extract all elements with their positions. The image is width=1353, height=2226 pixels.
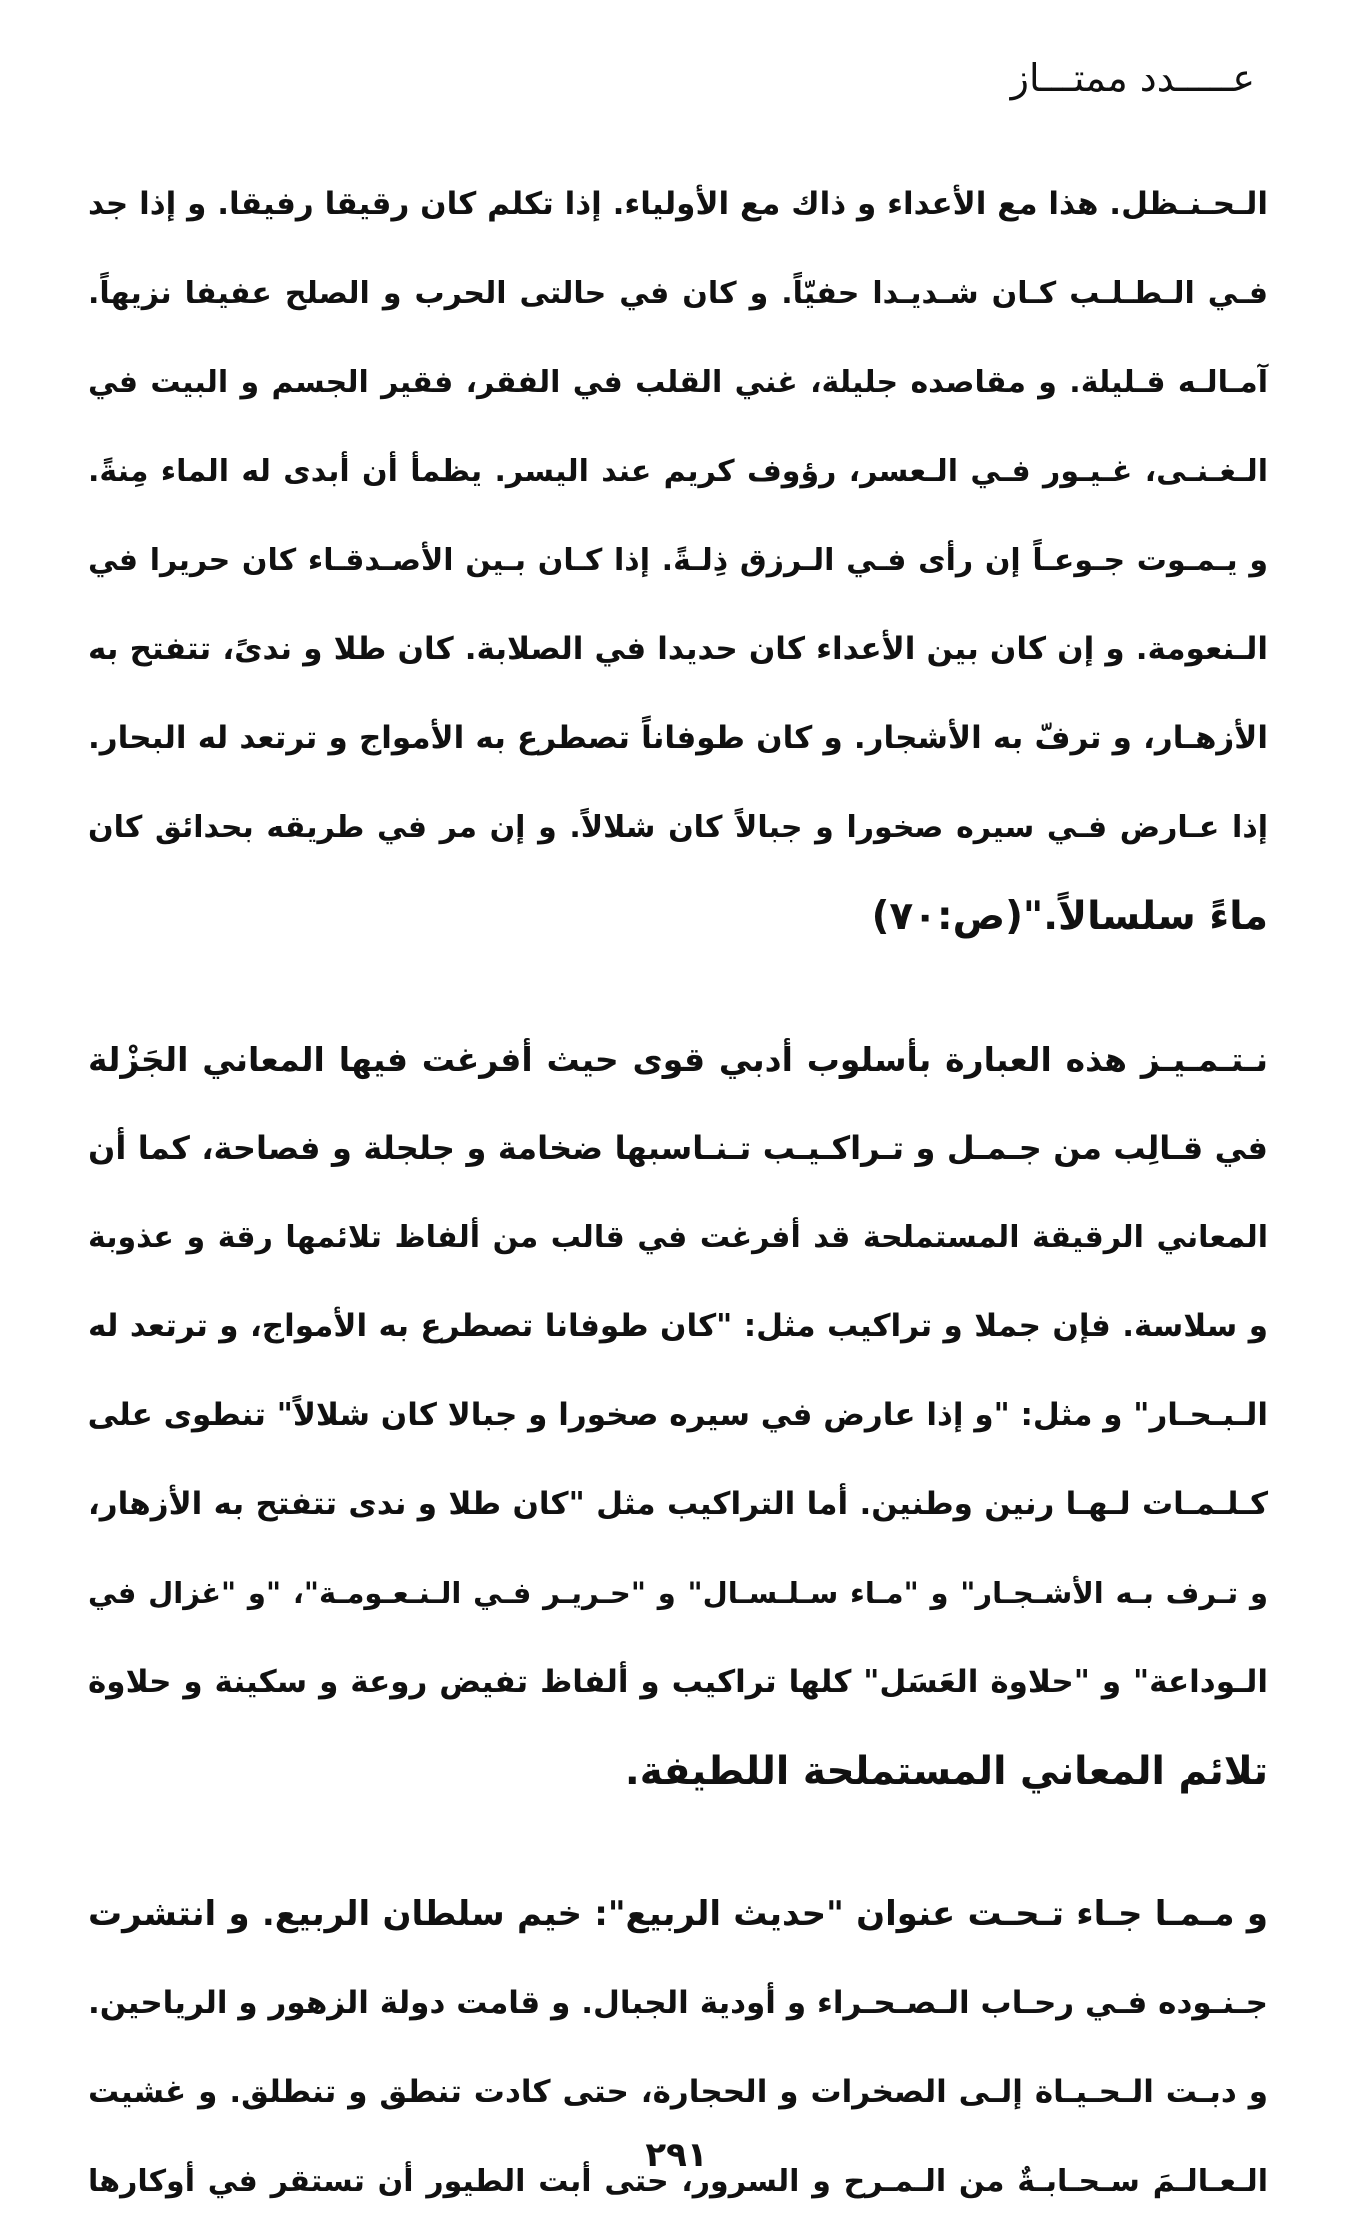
text-line: و مـمـا جـاء تـحـت عنوان "حديث الربيع": خيم سلطان الربيع. و انتشرت	[88, 1894, 1268, 1934]
text-line: في قـالِب من جـمـل و تـراكـيـب تـنـاسبها ضخامة و جلجلة و فصاحة، كما أن	[88, 1129, 1268, 1167]
text-line: الأزهـار، و ترفّ به الأشجار. و كان طوفاناً تصطرع به الأمواج و ترتعد له البحار.	[88, 720, 1268, 756]
paragraph-1	[88, 160, 1268, 961]
text-line: ماءً سلسالاً."(ص:٧٠)	[871, 894, 1268, 939]
text-line: و يـمـوت جـوعـاً إن رأى فـي الـرزق ذِلـةً. إذا كـان بـين الأصـدقـاء كان حريرا في	[88, 543, 1268, 578]
text-line: فـي الـطـلـب كـان شـديـدا حفيّاً. و كان في حالتى الحرب و الصلح عفيفا نزيهاً.	[88, 276, 1268, 311]
body-text	[88, 160, 1268, 2226]
page-number: ٢٩١	[645, 2135, 708, 2175]
text-line: و دبـت الـحـيـاة إلـى الصخرات و الحجارة، حتى كادت تنطق و تنطلق. و غشيت	[88, 2074, 1268, 2110]
text-line: المعاني الرقيقة المستملحة قد أفرغت في قالب من ألفاظ تلائمها رقة و عذوبة	[88, 1220, 1268, 1255]
text-line: و سلاسة. فإن جملا و تراكيب مثل: "كان طوفانا تصطرع به الأمواج، و ترتعد له	[88, 1308, 1268, 1344]
running-header: عـــــدد ممتـــاز	[1010, 56, 1255, 100]
text-line: تلائم المعاني المستملحة اللطيفة.	[624, 1749, 1268, 1794]
text-line: الـعـالـمَ سـحـابـةٌ من الـمـرح و السرور، حتى أبت الطيور أن تستقر في أوكارها	[88, 2164, 1268, 2199]
text-line: إذا عـارض فـي سيره صخورا و جبالاً كان شلالاً. و إن مر في طريقه بحدائق كان	[88, 810, 1268, 845]
text-line: الـغـنـى، غـيـور فـي الـعسر، رؤوف كريم عند اليسر. يظمأ أن أبدى له الماء مِنةً.	[88, 454, 1268, 489]
text-line: الـنعومة. و إن كان بين الأعداء كان حديدا في الصلابة. كان طلا و ندىً، تتفتح به	[88, 631, 1268, 667]
paragraph-spacer	[88, 961, 1268, 1015]
text-line: كـلـمـات لـهـا رنين وطنين. أما التراكيب مثل "كان طلا و ندى تتفتح به الأزهار،	[88, 1486, 1268, 1522]
text-line: آمـالـه قـليلة. و مقاصده جليلة، غني القلب في الفقر، فقير الجسم و البيت في	[88, 365, 1268, 400]
text-line: و تـرف بـه الأشـجـار" و "مـاء سـلـسـال" و "حـريـر فـي الـنـعـومـة"، "و "غزال في	[88, 1576, 1268, 1610]
text-line: الـحـنـظل. هذا مع الأعداء و ذاك مع الأولياء. إذا تكلم كان رقيقا رفيقا. و إذا جد	[88, 186, 1268, 222]
paragraph-spacer	[88, 1816, 1268, 1870]
text-line: الـبـحـار" و مثل: "و إذا عارض في سيره صخورا و جبالا كان شلالاً" تنطوى على	[87, 1397, 1268, 1433]
text-line: جـنـوده فـي رحـاب الـصـحـراء و أودية الجبال. و قامت دولة الزهور و الرياحين.	[88, 1985, 1268, 2021]
text-line: الـوداعة" و "حلاوة العَسَل" كلها تراكيب و ألفاظ تفيض روعة و سكينة و حلاوة	[88, 1664, 1268, 1700]
text-line: نـتـمـيـز هذه العبارة بأسلوب أدبي قوى حيث أفرغت فيها المعاني الجَزْلة	[88, 1040, 1268, 1079]
paragraph-2	[88, 1015, 1268, 1816]
